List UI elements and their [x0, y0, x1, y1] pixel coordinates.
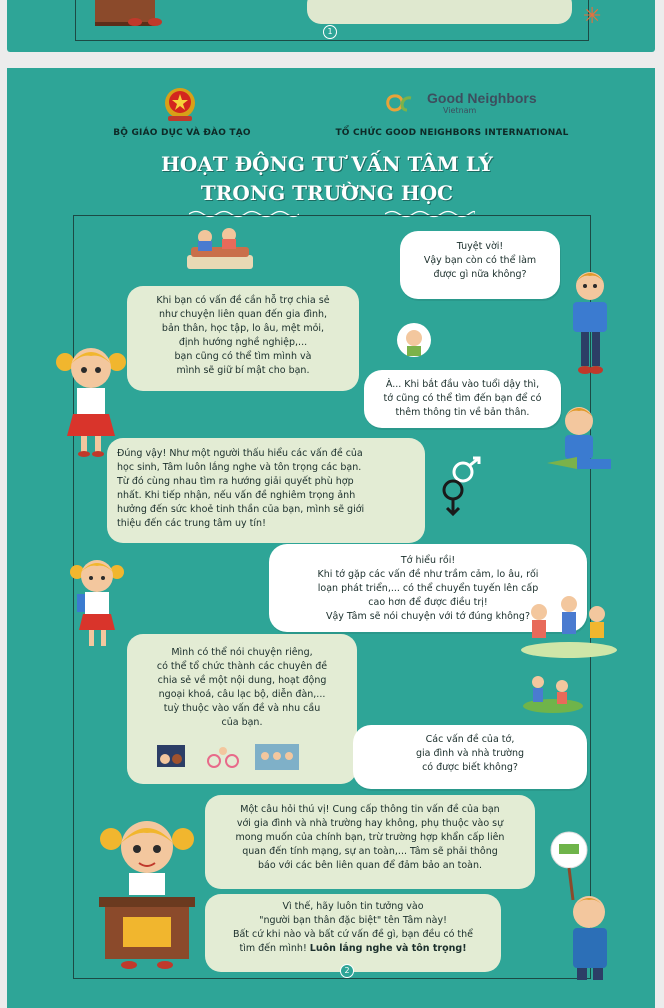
page-title — [127, 150, 527, 208]
bubble-text: Vì thế, hãy luôn tin tưởng vào "người bạn thân đặc biệt" tên Tâm này! Bất cứ khi nào và bất cứ vấn đề gì, bạn đều có thể tìm đến mình! — [232, 901, 474, 954]
boy-reading-illustration — [567, 268, 613, 376]
bubble-text: Một câu hỏi thú vị! Cung cấp thông tin vấn đề của bạn với gia đình và nhà trường hay không, phụ thuộc vào sự mong muốn của chính bạn, trừ trường hợp khẩn cấp liên quan đến tính mạng, sự an toàn,... Tâm sẽ phải thông báo với các bên liên quan để đảm bảo an toàn. — [235, 804, 505, 871]
boy-sitting-illustration — [547, 403, 617, 478]
bubble-text: Các vấn đề của tớ, gia đình và nhà trường có được biết không? — [415, 734, 525, 773]
vietnam-emblem-icon — [160, 85, 200, 125]
girl-at-desk-illustration — [99, 813, 195, 973]
speech-bubble-answer-4 — [205, 795, 535, 889]
club-activity-icon — [255, 744, 299, 770]
gender-symbols-icon — [435, 456, 485, 518]
bubble-text: Đúng vậy! Như một người thấu hiểu các vấn đề của học sinh, Tâm luôn lắng nghe và tôn trọng các bạn. Từ đó cùng nhau tìm ra hướng giải quyết phù hợp nhất. Khi tiếp nhận, nếu vấn đề nghiêm trọng ảnh hưởng đến sức khoẻ tinh thần của bạn, mình sẽ giới thiệu đến các trung tâm uy tín! — [117, 448, 365, 529]
page-2 — [7, 68, 655, 1008]
shoes-illustration — [125, 14, 165, 28]
page-number: 1 — [323, 25, 337, 39]
page-number: 2 — [340, 964, 354, 978]
kids-group-illustration — [519, 588, 619, 658]
previous-page — [7, 0, 655, 52]
organization-name: TỔ CHỨC GOOD NEIGHBORS INTERNATIONAL — [335, 128, 569, 138]
speech-bubble-question-2 — [364, 370, 561, 428]
speech-bubble-question-1 — [400, 231, 560, 299]
star-icon: ✳ — [583, 4, 602, 29]
speech-bubble-answer-1 — [127, 286, 359, 391]
ministry-name: BỘ GIÁO DỤC VÀ ĐÀO TẠO — [113, 128, 251, 138]
bubble-text: Mình có thể nói chuyện riêng, có thể tổ chức thành các chuyên đề chia sẻ về một nội dung, hoạt động ngoại khoá, câu lạc bộ, diễn đàn,... tuỳ thuộc vào vấn đề và nhu cầu của bạn. — [156, 647, 328, 728]
bubble-text: À... Khi bắt đầu vào tuổi dậy thì, tớ cũng có thể tìm đến bạn để có thêm thông tin về bản thân. — [383, 379, 542, 418]
bicycle-icon — [207, 746, 239, 768]
boy-holding-sign-illustration — [545, 830, 619, 980]
speech-bubble-fragment — [307, 0, 572, 24]
reading-children-illustration — [183, 223, 257, 273]
bubble-text: Tuyệt vời! Vậy bạn còn có thể làm được gì nữa không? — [423, 241, 537, 280]
title-line-1: HOẠT ĐỘNG TƯ VẤN TÂM LÝ — [161, 152, 493, 176]
girl-backpack-illustration — [69, 554, 125, 654]
speech-bubble-question-4 — [353, 725, 587, 789]
good-neighbors-name: Good Neighbors — [427, 90, 537, 106]
title-line-2: TRONG TRƯỜNG HỌC — [200, 181, 454, 205]
bubble-text: Tớ hiểu rồi! Khi tớ gặp các vấn đề như trầm cảm, lo âu, rối loạn phát triển,... có thể chuyển tuyến lên cấp cao hơn để được điều trị! Vậy Tâm sẽ nói chuyện với tớ đúng không? — [317, 555, 539, 622]
bubble-bold-slogan: Luôn lắng nghe và tôn trọng! — [309, 943, 467, 954]
good-neighbors-sub: Vietnam — [443, 106, 477, 115]
speech-bubble-answer-2 — [107, 438, 425, 543]
kids-on-grass-illustration — [522, 668, 584, 714]
bubble-text: Khi bạn có vấn đề cần hỗ trợ chia sẻ như chuyện liên quan đến gia đình, bản thân, học tập, lo âu, mệt mỏi, định hướng nghề nghiệp,... bạn cũng có thể tìm mình và mình sẽ giữ bí mật cho bạn. — [156, 295, 330, 376]
speech-bubble-conclusion — [205, 894, 501, 972]
thinking-child-illustration — [393, 320, 435, 360]
group-activity-icon — [157, 745, 185, 767]
